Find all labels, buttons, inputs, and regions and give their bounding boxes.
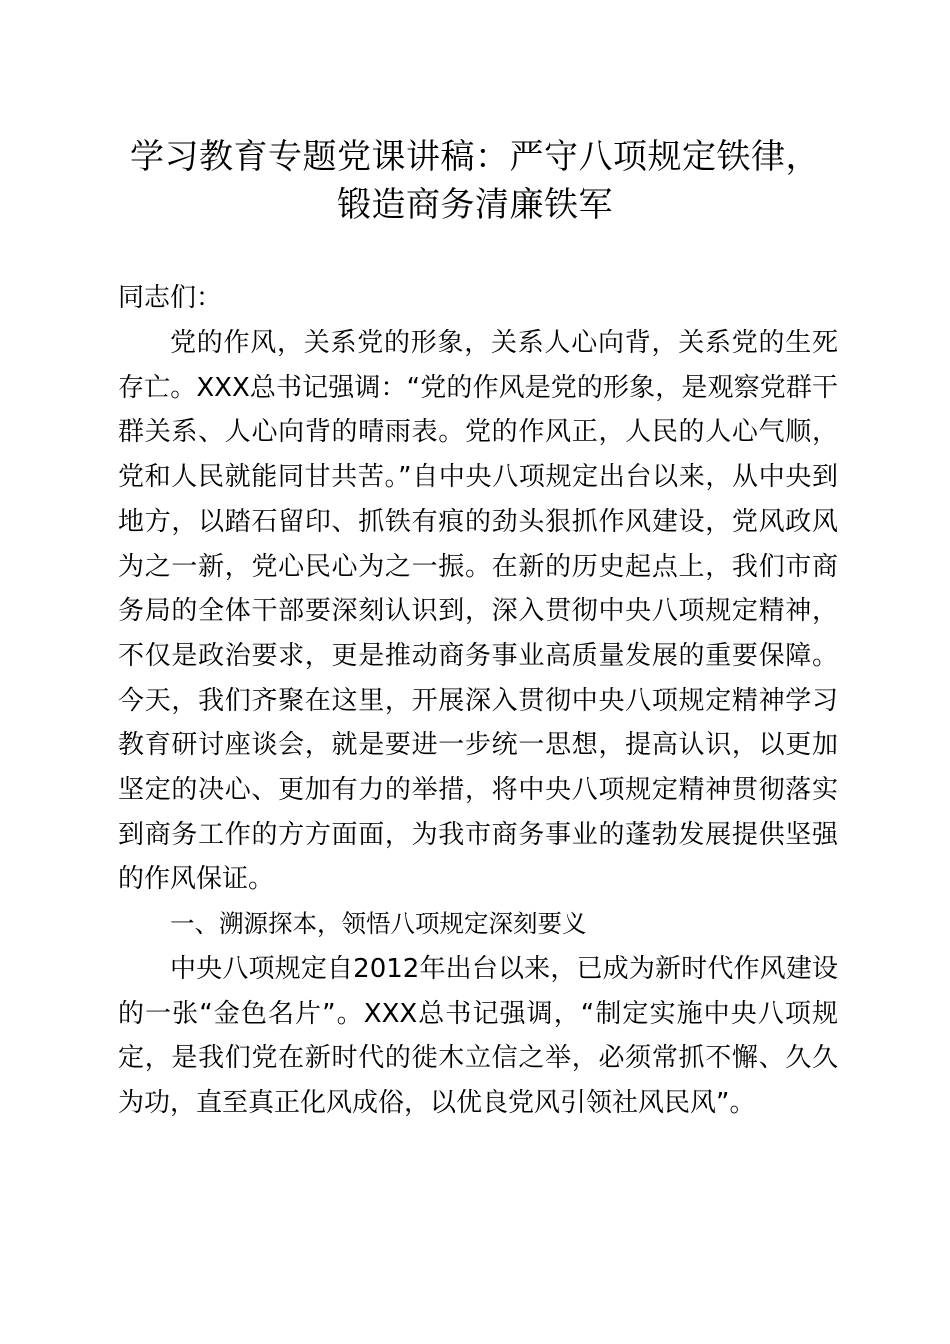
section-heading-1: 一、溯源探本，领悟八项规定深刻要义 [170,909,587,938]
paragraph-intro: 党的作风，关系党的形象，关系人心向背，关系党的生死存亡。XXX总书记强调：“党的作风是党的形象，是观察党群干群关系、人心向背的晴雨表。党的作风正，人民的人心气顺，党和人民就能同甘共苦。”自中央八项规定出台以来，从中央到地方，以踏石留印、抓铁有痕的劲头狠抓作风建设，党风政风为之一新，党心民心为之一振。在新的历史起点上，我们市商务局的全体干部要深刻认识到，深入贯彻中央八项规定精神，不仅是政治要求，更是推动商务事业高质量发展的重要保障。今天，我们齐聚在这里，开展深入贯彻中央八项规定精神学习教育研讨座谈会，就是要进一步统一思想，提高认识，以更加坚定的决心、更加有力的举措，将中央八项规定精神贯彻落实到商务工作的方方面面，为我市商务事业的蓬勃发展提供坚强的作风保证。 [118,328,838,895]
document-title-line-2: 锻造商务清廉铁军 [337,185,613,225]
salutation: 同志们： [118,283,223,313]
document-title-line-1: 学习教育专题党课讲稿：严守八项规定铁律， [130,137,820,177]
paragraph-section-1: 中央八项规定自2012年出台以来，已成为新时代作风建设的一张“金色名片”。XXX总书记强调，“制定实施中央八项规定，是我们党在新时代的徙木立信之举，必须常抓不懈、久久为功，直至真正化风成俗，以优良党风引领社风民风”。 [118,954,838,1119]
